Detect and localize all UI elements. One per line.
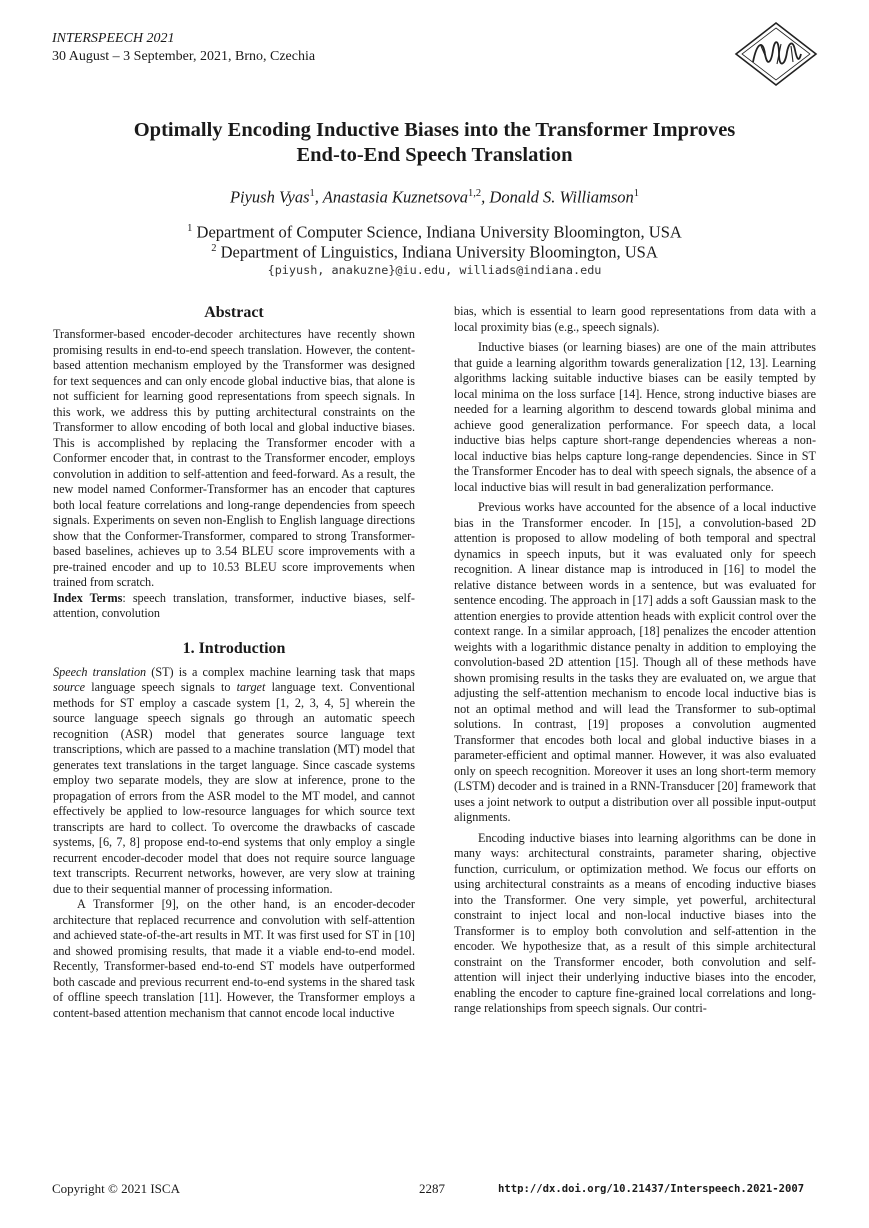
author-affiliation-mark: 1 [633,188,640,199]
isca-logo-icon [733,20,819,88]
affiliation-number: 1 [187,223,193,234]
index-terms-text: : speech translation, transformer, inductive biases, self-attention, convolution [53,590,415,620]
affiliation-number: 2 [211,243,217,254]
copyright-notice: Copyright © 2021 ISCA [52,1181,180,1196]
term-source: source [53,680,86,694]
title-line: End-to-End Speech Translation [296,144,573,166]
affiliation-text: Department of Computer Science, Indiana University Bloomington, USA [196,222,682,242]
author-name: Piyush Vyas [229,187,310,207]
paper-title [0,118,869,168]
conference-name: INTERSPEECH 2021 [52,31,175,46]
page-number: 2287 [419,1181,445,1196]
author-separator: , [314,187,323,207]
affiliation-text: Department of Linguistics, Indiana University Bloomington, USA [220,242,658,262]
intro-paragraph-2-continued: bias, which is essential to learn good representations from data with a local proximity bias (e.g., speech signals). [454,304,816,334]
intro-text: (ST) is a complex machine learning task that maps [146,664,415,679]
term-speech-translation: Speech translation [53,664,147,679]
left-column [53,302,415,1021]
author-affiliation-mark: 1,2 [468,188,482,199]
author-separator: , [481,187,490,207]
author-name: Anastasia Kuznetsova [322,187,469,207]
author-name: Donald S. Williamson [489,187,634,207]
doi-link[interactable]: http://dx.doi.org/10.21437/Interspeech.2021-2007 [498,1183,805,1195]
term-target: target [236,680,266,694]
abstract-heading: Abstract [204,304,264,321]
index-terms-label: Index Terms [53,590,123,605]
affiliation-2 [0,239,869,263]
conference-dates: 30 August – 3 September, 2021, Brno, Czechia [52,49,316,64]
intro-paragraph-2: A Transformer [9], on the other hand, is an encoder-decoder architecture that replaced recurrence and convolution with self-attention and achieved state-of-the-art results in MT. It was first used for ST in [10] and showed promising results, that made it a viable end-to-end model. Recently, Transformer-based end-to-end ST models have outperformed both cascade and previous recurrent end-to-end systems in the shared task of offline speech translation [11]. However, the Transformer employs a content-based attention mechanism that cannot encode local inductive [53,897,415,1020]
author-list [0,183,869,209]
title-line: Optimally Encoding Inductive Biases into the Transformer Improves [133,119,736,141]
intro-paragraph-3: Inductive biases (or learning biases) are one of the main attributes that guide a learning algorithm towards generalization [12, 13]. Learning algorithms lacking suitable inductive biases can be easily tempted by local minima on the loss surface [14]. Hence, strong inductive biases are needed for a learning algorithm to descend towards global minima and achieve good generalization performance. For speech data, a local inductive bias helps capture short-range dependencies whereas a non-local inductive bias helps capture long-range dependencies. Since in ST the Transformer Encoder has to deal with speech signals, the absence of a local inductive bias will result in bad generalization performance. [454,340,816,494]
intro-paragraph-4: Previous works have accounted for the absence of a local inductive bias in the Transformer encoder. In [15], a convolution-based 2D attention is proposed to allow modeling of both temporal and spectral dynamics in speech inputs, but it was evaluated only for speech recognition. A linear distance map is introduced in [16] to model the relative distance between words in a sentence, but was evaluated for sentence encoding. The approach in [17] adds a soft Gaussian mask to the attention energies to provide attention heads with explicit control over the context range. In a similar approach, [18] penalizes the encoder attention weights with a logarithmic distance penalty in addition to employing the convolution-based 2D attention [15]. Though all of these methods have shown promising results in the tasks they are evaluated on, we argue that adjusting the self-attention mechanism to encode local inductive bias is not an optimal method and will lead the Transformer to sub-optimal solutions. In contrast, [19] proposes a convolution augmented Transformer that encodes both local and global inductive biases in a parameter-efficient and optimal manner. However, it was also evaluated only on speech recognition. Moreover it uses an long short-term memory (LSTM) decoder and is trained in a RNN-Transducer [20] framework that uses a joint network to output a distribution over all possible input-output alignments. [454,500,816,824]
author-emails: {piyush, anakuzne}@iu.edu, williads@indiana.edu [267,263,602,277]
author-affiliation-mark: 1 [309,188,315,199]
conference-header [52,30,315,66]
intro-paragraph-5: Encoding inductive biases into learning algorithms can be done in many ways: architectural constraints, parameter sharing, objective function, curriculum, or optimization method. We focus our efforts on using architectural constraints as a means of encoding inductive biases into the Transformer. One very simple, yet powerful, architectural constraint to inject local and non-local inductive biases into the Transformer is to employ both convolution and self-attention in the encoder. We hypothesize that, as a result of this simple architectural constraint on the Transformer encoder, both convolution and self-attention will inject their underlying inductive biases into the encoder, enabling the encoder to capture fine-grained local correlations and long-range relationships from speech signals. Our contri- [454,830,816,1015]
intro-paragraph-1 [53,665,415,898]
right-column [454,304,816,1017]
abstract-text: Transformer-based encoder-decoder architectures have recently shown promising results in end-to-end speech translation. However, the content-based attention mechanism employed by the Transformer was designed for text sequences and can only encode global inductive bias, that alone is not sufficient for learning good representations from speech signals. In this work, we address this by putting architectural constraints on the Transformer to allow encoding of both local and global inductive biases. This is accomplished by replacing the Transformer encoder with a Conformer encoder that, in contrast to the Transformer encoder, employs convolution in addition to self-attention and feed-forward. As a result, the new model named Conformer-Transformer has an encoder that captures both local feature correlations and long-range dependencies from speech signals. Experiments on seven non-English to English language directions show that the Conformer-Transformer, compared to strong Transformer-based baselines, achieves up to 3.54 BLEU score improvements with a pre-trained encoder and up to 10.53 BLEU score improvements when trained from scratch. [53,327,415,589]
introduction-heading: 1. Introduction [182,639,286,657]
intro-text: language text. Conventional methods for ST employ a cascade system [1, 2, 3, 4, 5] wherein the source language speech signals go through an automatic speech recognition (ASR) model that generates source language text transcriptions, which are passed to a machine translation (MT) model that generates text translations in the target language. Since cascade systems employ two separate models, they are slow at inference, prone to the propagation of errors from the ASR model to the MT model, and cannot effectively be applied to low-resource languages for which source text transcripts are hard to collect. To overcome the drawbacks of cascade systems, [6, 7, 8] propose end-to-end systems that only employ a single recurrent encoder-decoder model that does not require source language text transcripts. Recurrent networks, however, are very slow at training due to their sequential manner of processing information. [53,680,416,896]
index-terms [53,591,415,622]
intro-text: language speech signals to [85,680,237,694]
